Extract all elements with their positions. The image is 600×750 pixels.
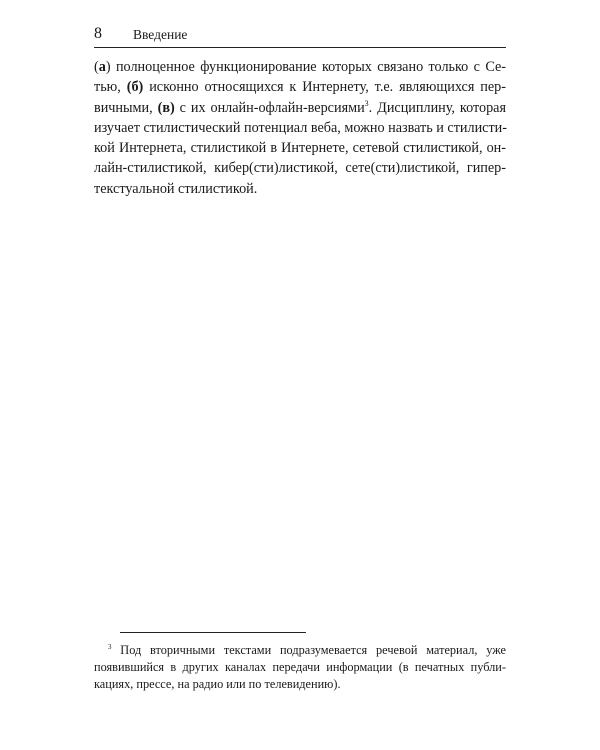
footnote-reference[interactable]: 3 [364,98,369,108]
footnote-line: $^3$ Под вторичными текстами подразумевается речевой материал, уже [108,643,506,657]
footnote [94,642,506,693]
label-b: (б) [126,79,144,96]
body-line: текстуальной стилистикой. [94,180,258,197]
body-line: тью, (б) исконно относящихся к Интернету, т.е. являющихся пер- [94,79,506,96]
body-line: изучает стилистический потенциал веба, можно назвать и стилисти- [94,119,507,136]
footnote-line: появившийся в других каналах передачи информации (в печатных публи- [94,660,506,674]
body-line: вичными, (в) с их онлайн-офлайн-версиями$^3$. Дисциплину, которая [94,98,506,116]
page-header [94,25,506,47]
page-number: 8 [94,25,102,42]
footnote-rule [120,632,306,633]
footnote-number: 3 [108,643,112,651]
label-v: (в) [157,99,175,116]
footnote-line: кациях, прессе, на радио или по телевидению). [94,677,341,691]
body-paragraph [94,57,506,199]
running-title: Введение [133,27,188,42]
body-line: лайн-стилистикой, кибер(сти)листикой, сете(сти)листикой, гипер- [94,160,506,177]
label-a: а [98,59,106,75]
header-rule [94,47,506,48]
body-line: кой Интернета, стилистикой в Интернете, сетевой стилистикой, он- [94,140,506,157]
body-line: (а) полноценное функционирование которых связано только с Се- [94,59,506,75]
